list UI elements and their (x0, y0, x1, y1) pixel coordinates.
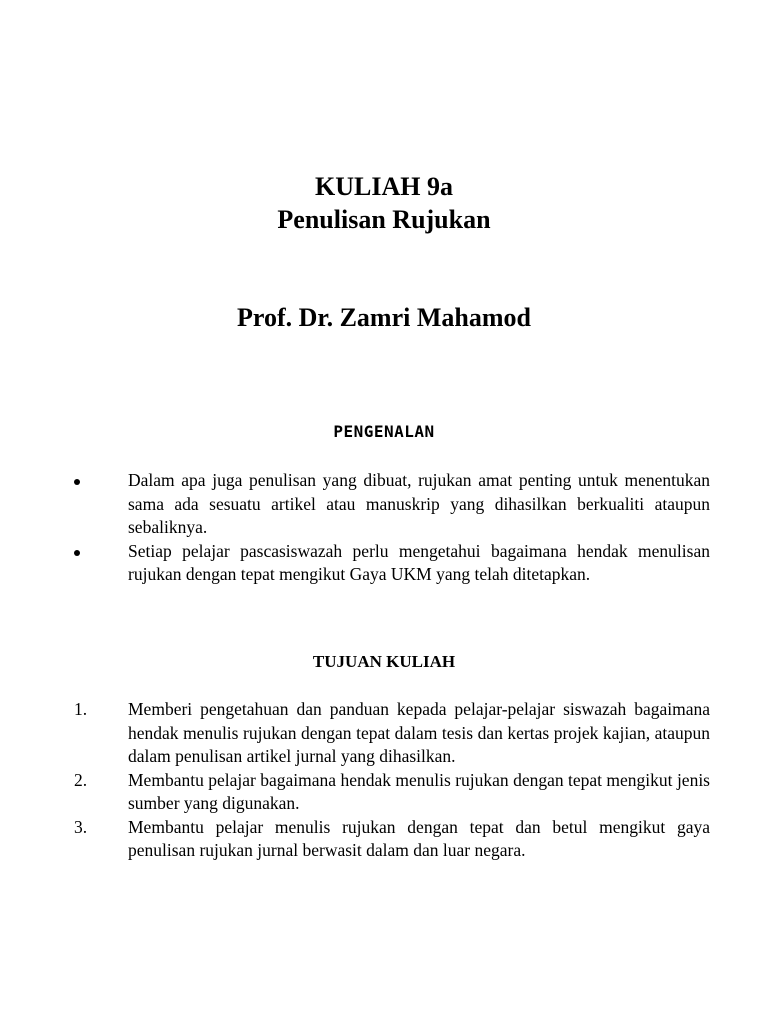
author-name: Prof. Dr. Zamri Mahamod (237, 303, 531, 332)
document-subtitle: Penulisan Rujukan (277, 205, 491, 234)
introduction-list (0, 469, 768, 587)
list-item-text: Dalam apa juga penulisan yang dibuat, rujukan amat penting untuk menentukan sama ada sesuatu artikel atau manuskrip yang dihasilkan berkualiti ataupun sebaliknya. (128, 470, 710, 537)
list-item-number: 2. (74, 769, 88, 790)
title-block (0, 170, 768, 236)
bullet-icon (74, 550, 80, 556)
list-item-text: Setiap pelajar pascasiswazah perlu mengetahui bagaimana hendak menulisan rujukan dengan tepat mengikut Gaya UKM yang telah ditetapkan. (128, 540, 710, 584)
list-item (0, 540, 768, 587)
list-item (0, 769, 768, 816)
list-item-number: 3. (74, 816, 88, 837)
bullet-icon (74, 479, 80, 485)
section-heading-introduction: PENGENALAN (333, 422, 435, 441)
list-item (0, 816, 768, 863)
objectives-list (0, 698, 768, 863)
list-item (0, 698, 768, 769)
course-title: KULIAH 9a (315, 172, 453, 201)
list-item-text: Membantu pelajar bagaimana hendak menulis rujukan dengan tepat mengikut jenis sumber yang digunakan. (128, 769, 710, 813)
list-item-number: 1. (74, 699, 88, 719)
list-item (0, 469, 768, 540)
section-heading-objectives: TUJUAN KULIAH (312, 652, 456, 671)
list-item-text: Memberi pengetahuan dan panduan kepada pelajar-pelajar siswazah bagaimana hendak menulis rujukan dengan tepat dalam tesis dan kertas projek kajian, ataupun dalam penulisan artikel jurnal yang dihasilkan. (128, 699, 710, 766)
list-item-text: Membantu pelajar menulis rujukan dengan tepat dan betul mengikut gaya penulisan rujukan jurnal berwasit dalam dan luar negara. (128, 816, 710, 860)
